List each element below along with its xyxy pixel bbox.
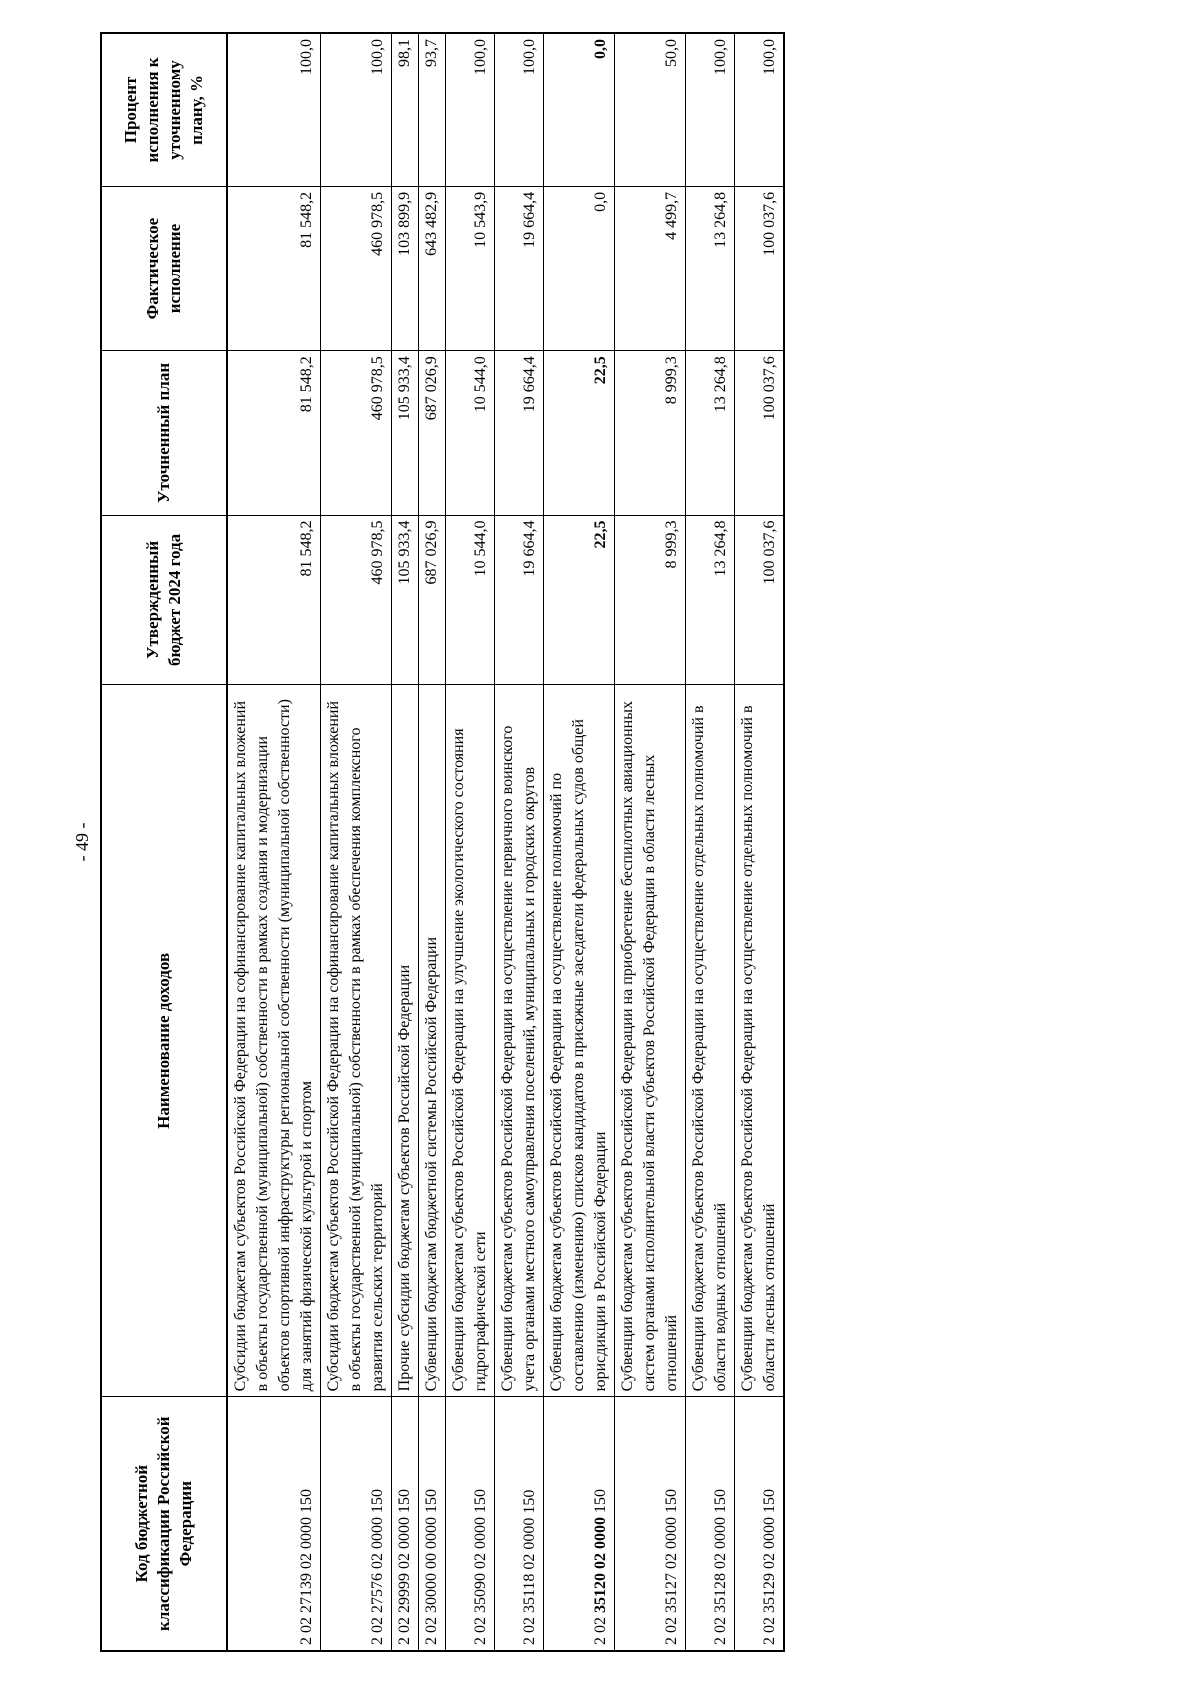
cell-refined: 8 999,3 (615, 351, 686, 515)
cell-actual: 100 037,6 (735, 186, 785, 350)
code-text: 2 02 35090 02 0000 150 (472, 1489, 489, 1645)
cell-actual: 81 548,2 (227, 186, 321, 350)
table-row (735, 33, 785, 1651)
cell-actual: 13 264,8 (686, 186, 735, 350)
cell-code (321, 1397, 392, 1651)
cell-percent: 100,0 (446, 33, 495, 186)
page-number: - 49 - (72, 822, 92, 862)
cell-actual: 103 899,9 (392, 186, 419, 350)
cell-percent: 100,0 (321, 33, 392, 186)
table-row (686, 33, 735, 1651)
cell-percent: 100,0 (735, 33, 785, 186)
header-code: Код бюджетной классификации Российской Федерации (101, 1397, 227, 1651)
header-actual: Фактическое исполнение (101, 186, 227, 350)
table-row (495, 33, 544, 1651)
cell-refined: 105 933,4 (392, 351, 419, 515)
cell-refined: 22,5 (544, 351, 615, 515)
cell-name: Субвенции бюджетам субъектов Российской Федерации на приобретение беспилотных авиационных систем органами исполнительной власти субъектов Российской Федерации в области лесных отношений (615, 685, 686, 1397)
cell-approved: 10 544,0 (446, 515, 495, 685)
code-text: 2 02 (592, 1613, 609, 1645)
cell-code (544, 1397, 615, 1651)
cell-actual: 0,0 (544, 186, 615, 350)
cell-approved: 460 978,5 (321, 515, 392, 685)
table-row (321, 33, 392, 1651)
cell-refined: 19 664,4 (495, 351, 544, 515)
cell-name: Субвенции бюджетам субъектов Российской Федерации на улучшение экологического состояния гидрографической сети (446, 685, 495, 1397)
cell-approved: 105 933,4 (392, 515, 419, 685)
cell-refined: 460 978,5 (321, 351, 392, 515)
cell-percent: 100,0 (227, 33, 321, 186)
cell-percent: 50,0 (615, 33, 686, 186)
cell-refined: 13 264,8 (686, 351, 735, 515)
cell-name: Субвенции бюджетам бюджетной системы Российской Федерации (419, 685, 446, 1397)
cell-code (615, 1397, 686, 1651)
cell-name: Субвенции бюджетам субъектов Российской Федерации на осуществление полномочий по составлению (изменению) списков кандидатов в присяжные заседатели федеральных судов общей юрисдикции в Российской Федерации (544, 685, 615, 1397)
cell-code (446, 1397, 495, 1651)
cell-name: Субвенции бюджетам субъектов Российской Федерации на осуществление первичного воинского учета органами местного самоуправления поселений, муниципальных и городских округов (495, 685, 544, 1397)
table-row (615, 33, 686, 1651)
cell-name: Субсидии бюджетам субъектов Российской Федерации на софинансирование капитальных вложений в объекты государственной (муниципальной) собственности в рамках создания и модернизации объектов спортивной инфраструктуры региональной собственности (муниципальной собственности) для занятий физической культурой и спортом (227, 685, 321, 1397)
cell-approved: 8 999,3 (615, 515, 686, 685)
cell-name: Прочие субсидии бюджетам субъектов Российской Федерации (392, 685, 419, 1397)
code-text-suffix: 150 (592, 1489, 609, 1517)
cell-percent: 0,0 (544, 33, 615, 186)
cell-actual: 643 482,9 (419, 186, 446, 350)
table-row (392, 33, 419, 1651)
cell-approved: 13 264,8 (686, 515, 735, 685)
cell-actual: 4 499,7 (615, 186, 686, 350)
table-row (446, 33, 495, 1651)
cell-name: Субвенции бюджетам субъектов Российской Федерации на осуществление отдельных полномочий в области водных отношений (686, 685, 735, 1397)
cell-code (495, 1397, 544, 1651)
cell-name: Субвенции бюджетам субъектов Российской Федерации на осуществление отдельных полномочий в области лесных отношений (735, 685, 785, 1397)
code-text: 2 02 27576 02 0000 150 (369, 1489, 386, 1645)
cell-actual: 10 543,9 (446, 186, 495, 350)
rotated-page (60, 32, 1140, 1652)
cell-approved: 22,5 (544, 515, 615, 685)
cell-approved: 100 037,6 (735, 515, 785, 685)
cell-approved: 81 548,2 (227, 515, 321, 685)
header-percent: Процент исполнения к уточненному плану, % (101, 33, 227, 186)
cell-refined: 100 037,6 (735, 351, 785, 515)
table-row (544, 33, 615, 1651)
code-text: 2 02 35118 02 0000 150 (521, 1489, 538, 1645)
table-row (419, 33, 446, 1651)
cell-percent: 100,0 (686, 33, 735, 186)
cell-approved: 687 026,9 (419, 515, 446, 685)
cell-refined: 10 544,0 (446, 351, 495, 515)
cell-code (735, 1397, 785, 1651)
header-name: Наименование доходов (101, 685, 227, 1397)
cell-code (392, 1397, 419, 1651)
cell-actual: 460 978,5 (321, 186, 392, 350)
cell-actual: 19 664,4 (495, 186, 544, 350)
cell-refined: 687 026,9 (419, 351, 446, 515)
cell-refined: 81 548,2 (227, 351, 321, 515)
cell-percent: 93,7 (419, 33, 446, 186)
header-approved: Утвержденный бюджет 2024 года (101, 515, 227, 685)
income-table (100, 32, 785, 1652)
table-body (227, 33, 784, 1651)
cell-name: Субсидии бюджетам субъектов Российской Федерации на софинансирование капитальных вложений в объекты государственной (муниципальной) собственности в рамках обеспечения комплексного развития сельских территорий (321, 685, 392, 1397)
code-text: 2 02 35128 02 0000 150 (712, 1489, 729, 1645)
header-refined: Уточненный план (101, 351, 227, 515)
cell-code (227, 1397, 321, 1651)
cell-approved: 19 664,4 (495, 515, 544, 685)
cell-percent: 100,0 (495, 33, 544, 186)
code-text: 2 02 27139 02 0000 150 (298, 1489, 315, 1645)
table-row (227, 33, 321, 1651)
table-header (101, 33, 227, 1651)
code-text: 2 02 29999 02 0000 150 (396, 1489, 413, 1645)
code-text: 2 02 35129 02 0000 150 (761, 1489, 778, 1645)
code-text: 2 02 30000 00 0000 150 (423, 1489, 440, 1645)
code-text-bold: 35120 02 0000 (592, 1517, 609, 1613)
cell-percent: 98,1 (392, 33, 419, 186)
code-text: 2 02 35127 02 0000 150 (663, 1489, 680, 1645)
cell-code (686, 1397, 735, 1651)
cell-code (419, 1397, 446, 1651)
